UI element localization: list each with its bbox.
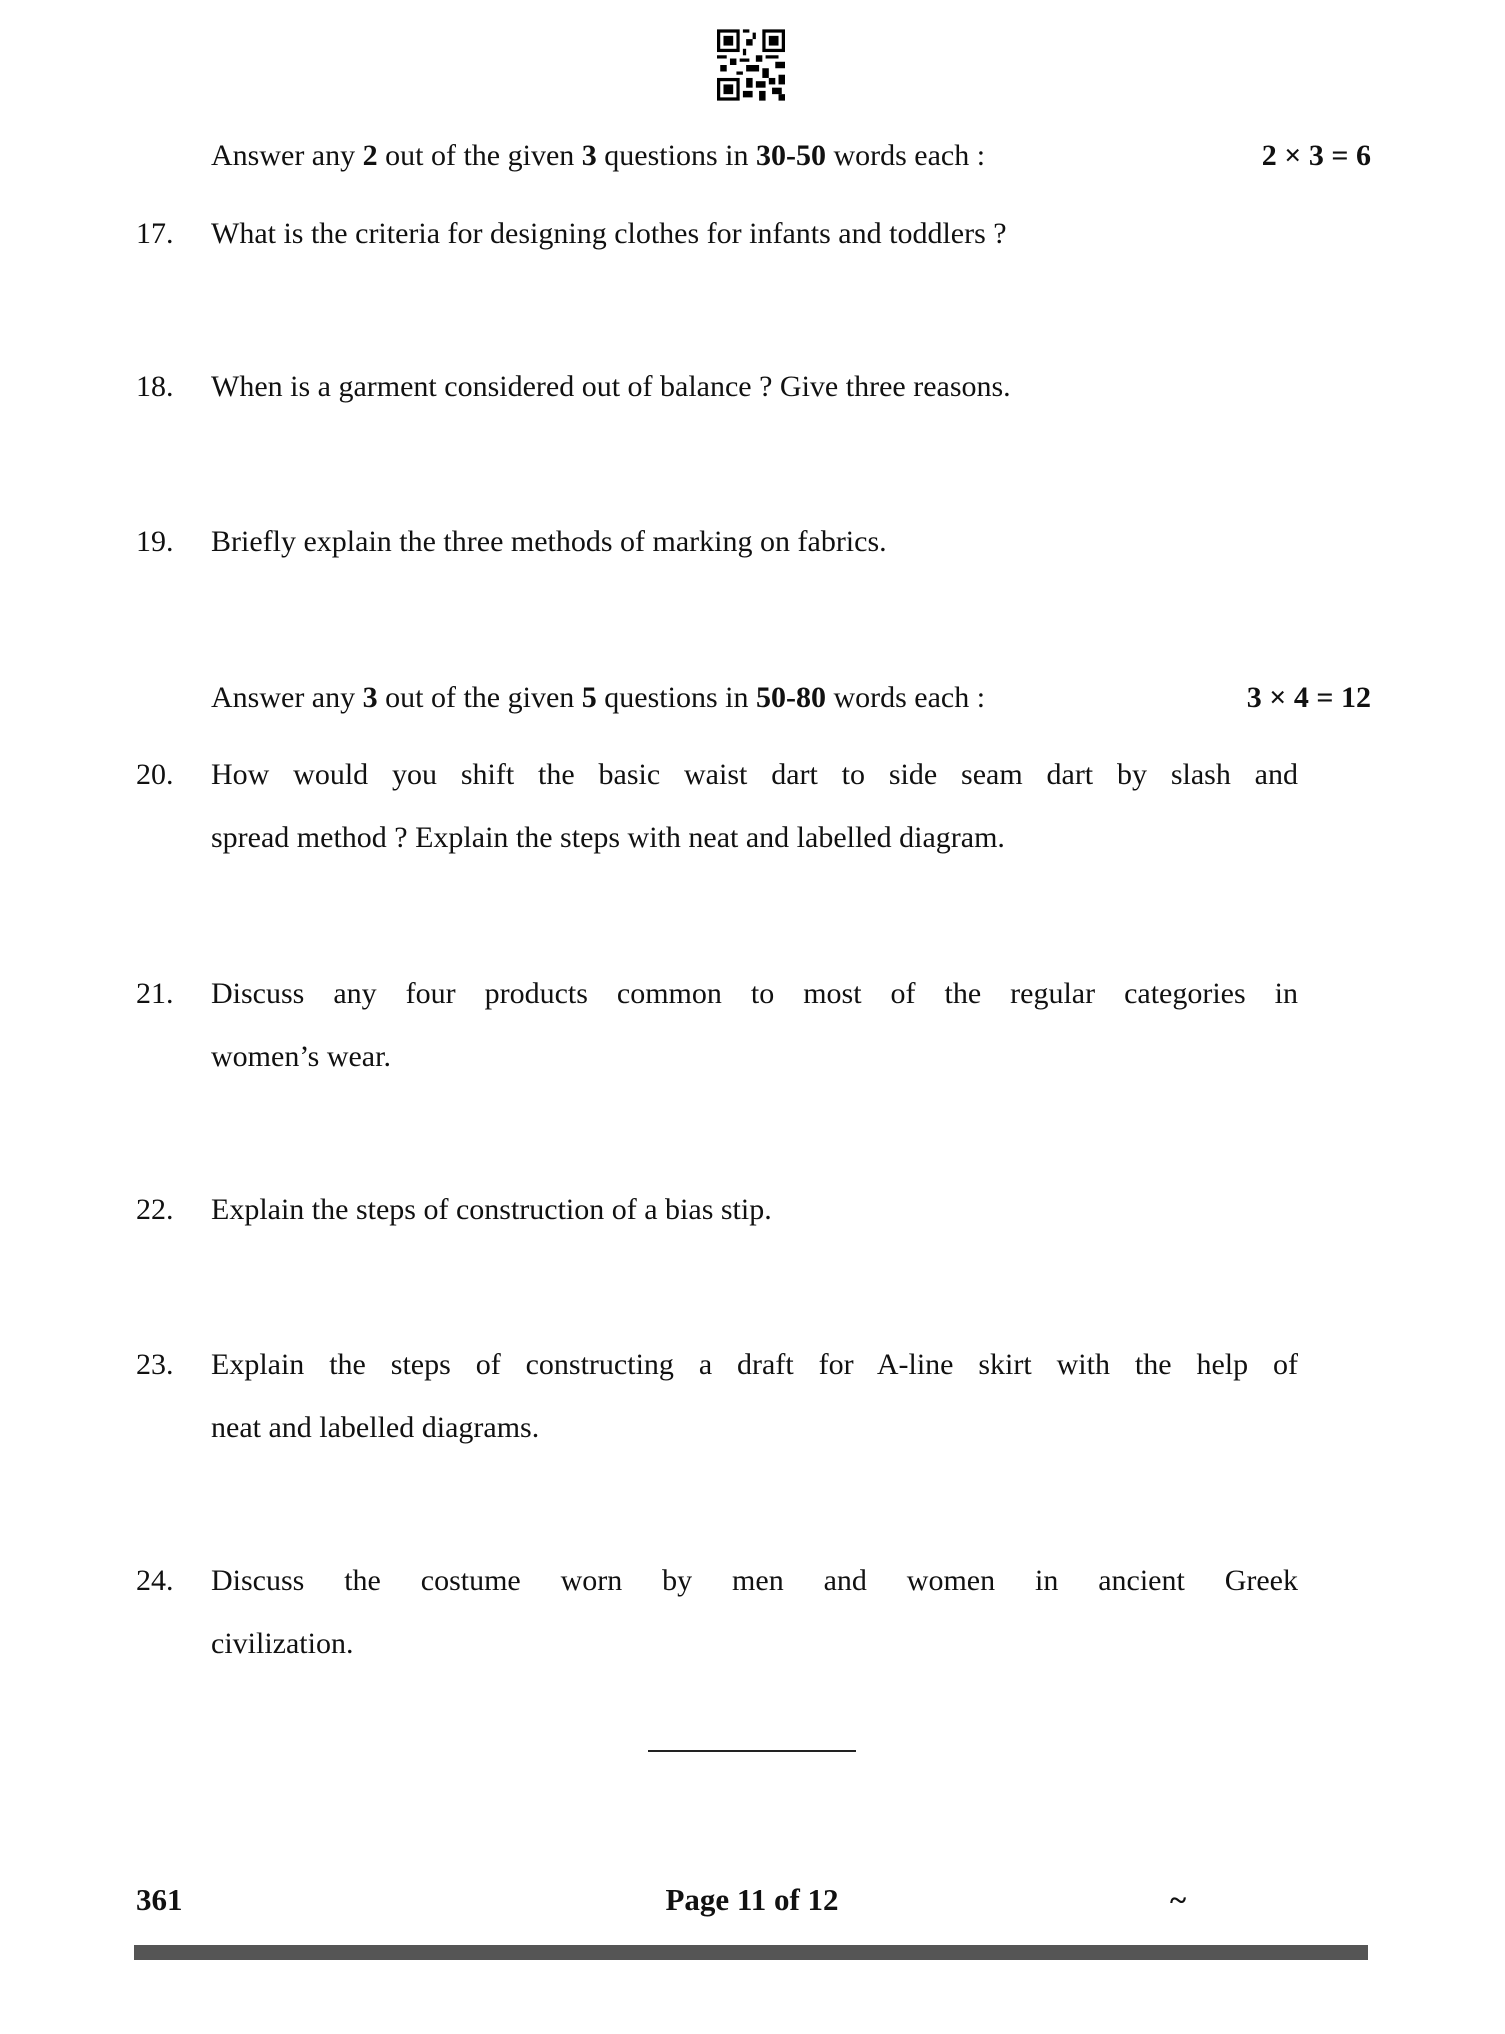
question-number: 22.	[136, 1193, 174, 1226]
marks-allocation: 2 × 3 = 6	[1261, 139, 1371, 172]
question-number: 24.	[136, 1564, 174, 1597]
question-number: 21.	[136, 977, 174, 1010]
question-text-line: Explain the steps of construction of a bias stip.	[211, 1193, 772, 1226]
instruction-text: Answer any 2 out of the given 3 questions in 30-50 words each :	[211, 139, 986, 172]
paper-code: 361	[136, 1882, 183, 1917]
question-text-line: When is a garment considered out of balance ? Give three reasons.	[211, 370, 1011, 403]
question-text-line: civilization.	[211, 1627, 354, 1660]
end-divider	[648, 1750, 856, 1752]
footer-mark: ~	[1170, 1882, 1187, 1917]
qr-code	[717, 29, 785, 101]
page-number: Page 11 of 12	[665, 1882, 839, 1917]
question-text-line: Briefly explain the three methods of marking on fabrics.	[211, 525, 887, 558]
question-text-line: Discuss any four products common to most of the regular categories in	[211, 977, 1298, 1010]
question-number: 20.	[136, 758, 174, 791]
question-number: 18.	[136, 370, 174, 403]
question-text-line: neat and labelled diagrams.	[211, 1411, 540, 1444]
question-text-line: women’s wear.	[211, 1040, 391, 1073]
question-text-line: Explain the steps of constructing a draft for A-line skirt with the help of	[211, 1348, 1298, 1381]
section-instruction-a	[211, 138, 1371, 174]
question-text-line: spread method ? Explain the steps with neat and labelled diagram.	[211, 821, 1005, 854]
question-text-line: Discuss the costume worn by men and women in ancient Greek	[211, 1564, 1298, 1597]
question-number: 19.	[136, 525, 174, 558]
question-number: 17.	[136, 217, 174, 250]
footer-bar	[134, 1945, 1368, 1960]
marks-allocation: 3 × 4 = 12	[1246, 681, 1371, 714]
instruction-text: Answer any 3 out of the given 5 questions in 50-80 words each :	[211, 681, 986, 714]
question-number: 23.	[136, 1348, 174, 1381]
section-instruction-b	[211, 680, 1371, 716]
question-text-line: What is the criteria for designing clothes for infants and toddlers ?	[211, 217, 1007, 250]
question-text-line: How would you shift the basic waist dart to side seam dart by slash and	[211, 758, 1298, 791]
